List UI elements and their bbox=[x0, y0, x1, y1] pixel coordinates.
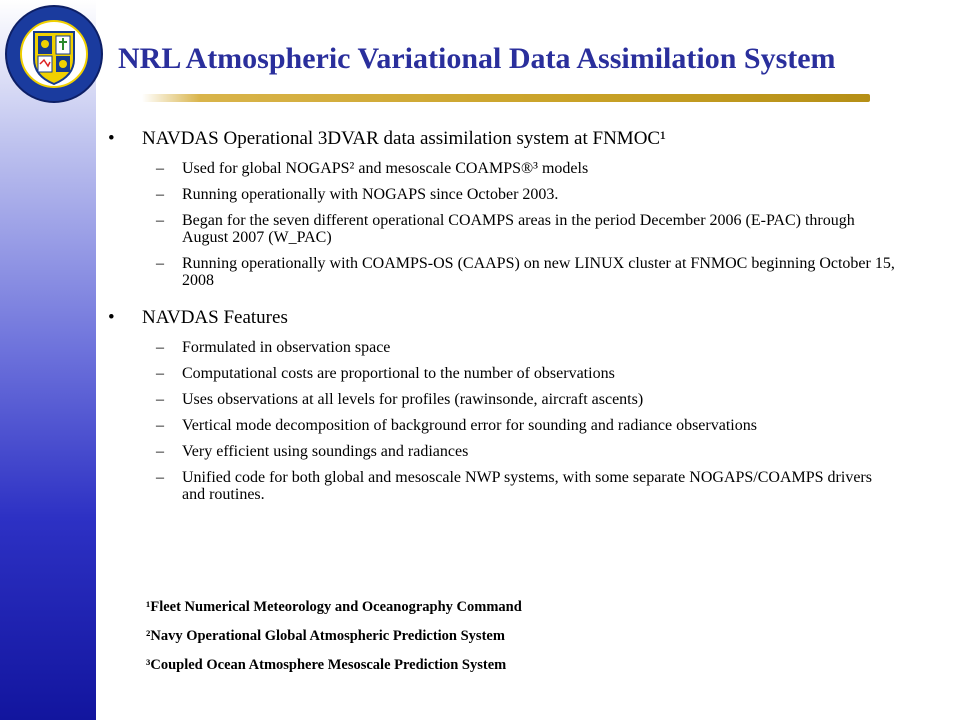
list-item-text: Running operationally with NOGAPS since October 2003. bbox=[182, 186, 559, 203]
list-item: – Running operationally with COAMPS-OS (CAAPS) on new LINUX cluster at FNMOC beginning October 15, 2008 bbox=[156, 255, 895, 289]
list-item-text: Running operationally with COAMPS-OS (CAAPS) on new LINUX cluster at FNMOC beginning October 15, 2008 bbox=[182, 255, 895, 289]
footnotes bbox=[146, 598, 846, 685]
list-item-text: Computational costs are proportional to the number of observations bbox=[182, 365, 615, 382]
sidebar-gradient bbox=[0, 0, 96, 720]
footnote-2: ²Navy Operational Global Atmospheric Prediction System bbox=[146, 628, 505, 644]
list-item-text: Uses observations at all levels for profiles (rawinsonde, aircraft ascents) bbox=[182, 391, 644, 408]
title-underline bbox=[142, 94, 870, 102]
list-item-text: Began for the seven different operational COAMPS areas in the period December 2006 (E-PAC) through August 2007 (W_PAC) bbox=[182, 212, 855, 246]
list-item: – Uses observations at all levels for profiles (rawinsonde, aircraft ascents) bbox=[106, 391, 896, 408]
list-item-text: Very efficient using soundings and radiances bbox=[182, 443, 469, 460]
bullet-features bbox=[106, 307, 896, 329]
list-item-text: Used for global NOGAPS² and mesoscale COAMPS®³ models bbox=[182, 160, 589, 177]
list-item-text: Vertical mode decomposition of background error for sounding and radiance observations bbox=[182, 417, 757, 434]
bullet-dot: • bbox=[108, 128, 115, 149]
slide-title: NRL Atmospheric Variational Data Assimilation System bbox=[118, 42, 836, 75]
bullet-text: NAVDAS Features bbox=[142, 307, 288, 328]
operational-subitems bbox=[106, 160, 896, 289]
nrl-logo-icon bbox=[4, 4, 104, 104]
footnote-1: ¹Fleet Numerical Meteorology and Oceanography Command bbox=[146, 599, 522, 615]
bullet-operational bbox=[106, 128, 896, 150]
list-item: – Unified code for both global and mesoscale NWP systems, with some separate NOGAPS/COAMPS drivers and routines. bbox=[106, 469, 896, 503]
list-item: – Began for the seven different operational COAMPS areas in the period December 2006 (E-PAC) through August 2007 (W_PAC) bbox=[106, 212, 896, 246]
slide-content bbox=[106, 128, 896, 521]
bullet-text: NAVDAS Operational 3DVAR data assimilation system at FNMOC¹ bbox=[142, 128, 666, 149]
list-item: – Used for global NOGAPS² and mesoscale COAMPS®³ models bbox=[106, 160, 896, 177]
list-item: – Vertical mode decomposition of background error for sounding and radiance observations bbox=[106, 417, 896, 434]
list-item: – Formulated in observation space bbox=[106, 339, 896, 356]
bullet-dot: • bbox=[108, 307, 115, 328]
features-subitems bbox=[106, 339, 896, 503]
footnote-3: ³Coupled Ocean Atmosphere Mesoscale Prediction System bbox=[146, 657, 507, 673]
list-item: – Computational costs are proportional to the number of observations bbox=[106, 365, 896, 382]
list-item-text: Formulated in observation space bbox=[182, 339, 391, 356]
list-item: – Running operationally with NOGAPS since October 2003. bbox=[106, 186, 896, 203]
list-item-text: Unified code for both global and mesoscale NWP systems, with some separate NOGAPS/COAMPS drivers and routines. bbox=[182, 469, 872, 503]
list-item: – Very efficient using soundings and radiances bbox=[106, 443, 896, 460]
